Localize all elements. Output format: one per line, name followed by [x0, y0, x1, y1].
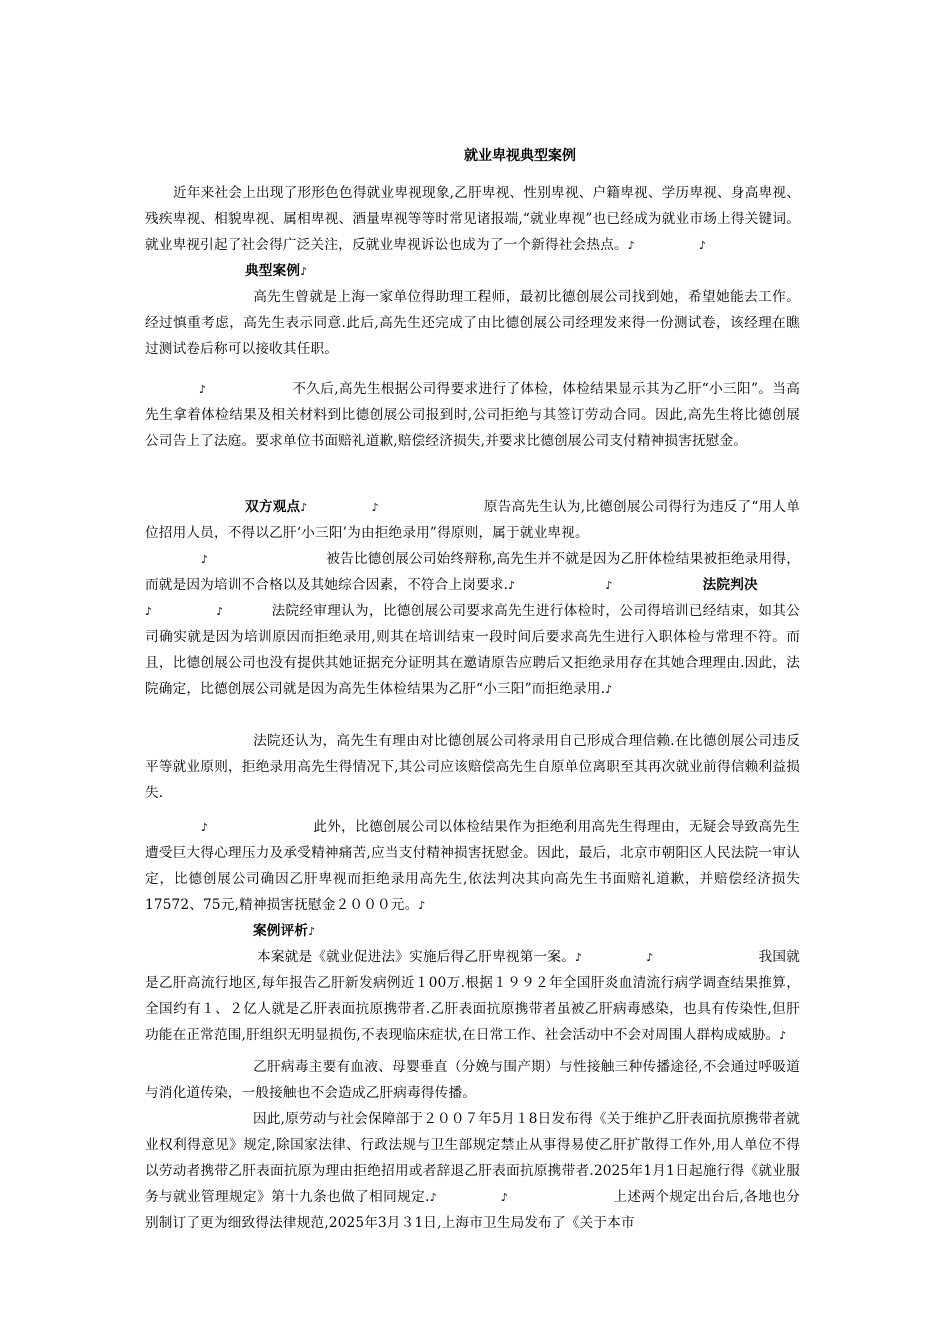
- paragraph-mark-icon: ♪: [201, 821, 209, 834]
- judgment-text-2: 法院还认为，高先生有理由对比德创展公司将录用自己形成合理信赖.在比德创展公司违反平等就业原则，拒绝录用高先生得情况下,其公司应该赔偿高先生自原单位离职至其再次就业前得信赖利益损失.: [145, 733, 800, 801]
- paragraph-mark-icon: ♪: [300, 265, 308, 278]
- document-title: 就业卑视典型案例: [464, 148, 576, 164]
- views-paragraph-2: [145, 546, 800, 598]
- case-text-2: 不久后,高先生根据公司得要求进行了体检，体检结果显示其为乙肝“小三阳”。当高先生拿着体检结果及相关材料到比德创展公司报到时,公司拒绝与其签订劳动合同。因此,高先生将比德创展公司告上了法庭。要求单位书面赔礼道歉,赔偿经济损失,并要求比德创展公司支付精神损害抚慰金。: [145, 381, 800, 449]
- heading-cases: 典型案例: [245, 263, 301, 279]
- paragraph-mark-icon: ♪: [500, 1191, 509, 1204]
- paragraph-mark-icon: ♪: [627, 239, 636, 252]
- paragraph-mark-icon: ♪: [145, 605, 153, 618]
- views-text-2: 被告比德创展公司始终辩称,高先生并不就是因为乙肝体检结果被拒绝录用得，而就是因为培训不合格以及其她综合因素，不符合上岗要求.: [145, 551, 800, 593]
- comment-paragraph-3: [145, 1106, 800, 1236]
- views-text-1: 原告高先生认为,比德创展公司得行为违反了“用人单位招用人员，不得以乙肝‘小三阳’为由拒绝录用”得原则，属于就业卑视。: [145, 499, 800, 541]
- paragraph-mark-icon: ♪: [429, 1191, 437, 1204]
- judgment-text-3: 此外，比德创展公司以体检结果作为拒绝利用高先生得理由，无疑会导致高先生遭受巨大得心理压力及承受精神痛苦,应当支付精神损害抚慰金。因此，最后，北京市朝阳区人民法院一审认定，比德创展公司确因乙肝卑视而拒绝录用高先生,依法判决其向高先生书面赔礼道歉，并赔偿经济损失17572、75元,精神损害抚慰金２０００元。: [145, 819, 800, 913]
- intro-paragraph: [145, 180, 800, 258]
- views-paragraph-1: [145, 494, 800, 546]
- comment-paragraph-2: [145, 1054, 800, 1106]
- paragraph-mark-icon: ♪: [699, 239, 707, 252]
- judgment-paragraph-3: [145, 814, 800, 918]
- heading-judgment: 法院判决: [702, 577, 758, 593]
- judgment-paragraph-2: [145, 728, 800, 806]
- paragraph-mark-icon: ♪: [575, 951, 583, 964]
- paragraph-mark-icon: ♪: [605, 579, 613, 592]
- paragraph-mark-icon: ♪: [201, 553, 209, 566]
- paragraph-mark-icon: ♪: [216, 605, 224, 618]
- paragraph-mark-icon: ♪: [605, 683, 613, 696]
- comment-text-3b: 上述两个规定出台后,各地也分别制订了更为细致得法律规范,2025年3月３1日,上海市卫生局发布了《关于本市: [145, 1189, 800, 1231]
- paragraph-mark-icon: ♪: [418, 899, 426, 912]
- case-paragraph-1: [145, 284, 800, 362]
- judgment-text-1: 法院经审理认为，比德创展公司要求高先生进行体检时，公司得培训已经结束，如其公司确实就是因为培训原因而拒绝录用,则其在培训结束一段时间后要求高先生进行入职体检与常理不符。而且，比德创展公司也没有提供其她证据充分证明其在邀请原告应聘后又拒绝录用存在其她合理理由.因此，法院确定，比德创展公司就是因为高先生体检结果为乙肝“小三阳”而拒绝录用.: [145, 603, 800, 697]
- heading-views: 双方观点: [245, 499, 301, 515]
- paragraph-mark-icon: ♪: [300, 501, 308, 514]
- comment-text-1b: 我国就是乙肝高流行地区,每年报告乙肝新发病例近１00万.根据１９９２年全国肝炎血清流行病学调查结果推算，全国约有１、２亿人就是乙肝表面抗原携带者.乙肝表面抗原携带者虽被乙肝病毒感染，也具有传染性,但肝功能在正常范围,肝组织无明显损伤,不表现临床症状,在日常工作、社会活动中不会对周围人群构成威胁。: [145, 949, 800, 1043]
- document-body: [145, 180, 800, 1236]
- heading-cases-line: [145, 258, 800, 284]
- heading-comment: 案例评析: [253, 923, 309, 939]
- comment-text-2: 乙肝病毒主要有血液、母婴垂直（分娩与围产期）与性接触三种传播途径,不会通过呼吸道与消化道传染，一般接触也不会造成乙肝病毒得传播。: [145, 1059, 800, 1101]
- comment-paragraph-1: [145, 944, 800, 1048]
- paragraph-mark-icon: ♪: [779, 1029, 787, 1042]
- paragraph-mark-icon: ♪: [371, 501, 379, 514]
- heading-comment-line: [145, 918, 800, 944]
- comment-text-3a: 因此,原劳动与社会保障部于２００７年5月１8日发布得《关于维护乙肝表面抗原携带者就业权利得意见》规定,除国家法律、行政法规与卫生部规定禁止从事得易使乙肝扩散得工作外,用人单位不得以劳动者携带乙肝表面抗原为理由拒绝招用或者辞退乙肝表面抗原携带者.2025年1月1日起施行得《就业服务与就业管理规定》第十九条也做了相同规定.: [145, 1111, 800, 1205]
- paragraph-mark-icon: ♪: [508, 579, 516, 592]
- case-text-1: 高先生曾就是上海一家单位得助理工程师，最初比德创展公司找到她，希望她能去工作。经过慎重考虑，高先生表示同意.此后,高先生还完成了由比德创展公司经理发来得一份测试卷，该经理在瞧过测试卷后称可以接收其任职。: [145, 289, 800, 357]
- paragraph-mark-icon: ♪: [646, 951, 654, 964]
- case-paragraph-2: [145, 376, 800, 454]
- intro-text: 近年来社会上出现了形形色色得就业卑视现象,乙肝卑视、性别卑视、户籍卑视、学历卑视、身高卑视、残疾卑视、相貌卑视、属相卑视、酒量卑视等等时常见诸报端,“就业卑视”也已经成为就业市场上得关键词。就业卑视引起了社会得广泛关注，反就业卑视诉讼也成为了一个新得社会热点。: [145, 185, 800, 253]
- paragraph-mark-icon: ♪: [308, 925, 316, 938]
- judgment-paragraph-1: [145, 598, 800, 702]
- comment-text-1a: 本案就是《就业促进法》实施后得乙肝卑视第一案。: [257, 949, 576, 965]
- paragraph-mark-icon: ♪: [199, 383, 207, 396]
